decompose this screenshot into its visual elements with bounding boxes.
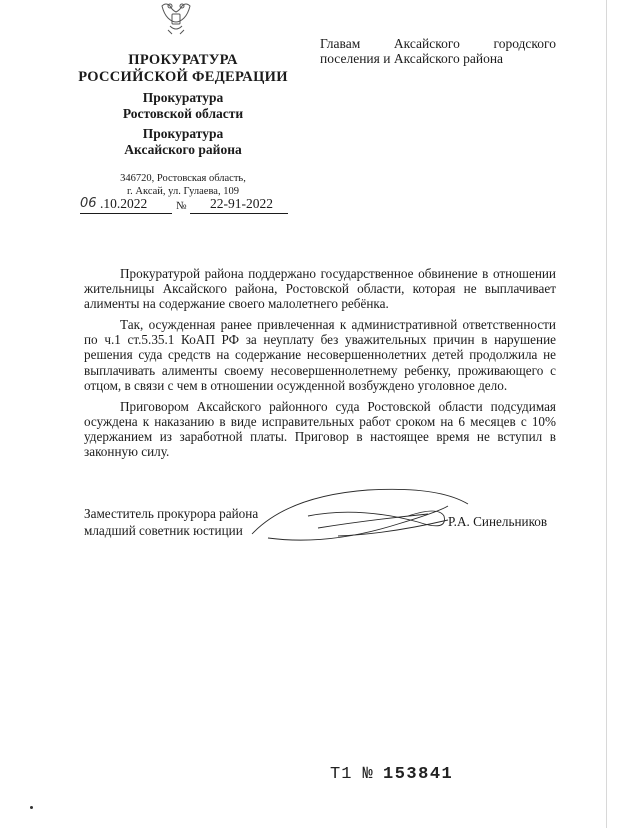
number-sign: №: [176, 200, 187, 212]
letter-body: [84, 266, 556, 459]
regional-office: Прокуратура Ростовской области: [122, 90, 244, 121]
district-office: Прокуратура Аксайского района: [124, 126, 242, 157]
form-number: 153841: [383, 765, 454, 784]
form-series: Т1: [330, 765, 353, 784]
handwritten-day: 06: [80, 196, 97, 211]
scan-speck: [30, 806, 33, 809]
paragraph: Прокуратурой района поддержано государственное обвинение в отношении жительницы Аксайского района, Ростовской области, которая не выплачивает алименты на содержание своего малолетнего ребёнка.: [84, 266, 556, 312]
paragraph: Приговором Аксайского районного суда Ростовской области подсудимая осуждена к наказанию в виде исправительных работ сроком на 6 месяцев с 10% удержанием из заработной платы. Приговор в настоящее время не вступил в законную силу.: [84, 398, 556, 460]
office-address: 346720, Ростовская область, г. Аксай, ул. Гулаева, 109: [120, 173, 246, 197]
signatory-position: Заместитель прокурора района младший советник юстиции: [84, 506, 259, 538]
document-date: .10.2022: [100, 196, 148, 211]
coat-of-arms-icon: [158, 0, 194, 38]
form-number-sign: №: [362, 765, 373, 784]
signatory-name: Р.А. Синельников: [448, 514, 548, 529]
paragraph: Так, осужденная ранее привлеченная к административной ответственности по ч.1 ст.5.35.1 КоАП РФ за неуплату без уважительных причин в нарушение решения суда средств на содержание несовершеннолетних детей продолжила не выплачивать алименты своему несовершеннолетнему ребенку, проживающего с отцом, в связи с чем в отношении осужденной возбуждено уголовное дело.: [84, 317, 556, 393]
org-title: ПРОКУРАТУРА РОССИЙСКОЙ ФЕДЕРАЦИИ: [78, 52, 288, 85]
form-series-number: [330, 765, 453, 784]
date-number-row: [80, 196, 290, 214]
scan-edge-line: [606, 0, 607, 828]
addressee: Главам Аксайского городского поселения и Аксайского района: [320, 36, 556, 66]
date-underline: [80, 213, 172, 214]
handwritten-signature: [248, 476, 478, 556]
number-underline: [190, 213, 288, 214]
document-number: 22-91-2022: [210, 196, 273, 211]
